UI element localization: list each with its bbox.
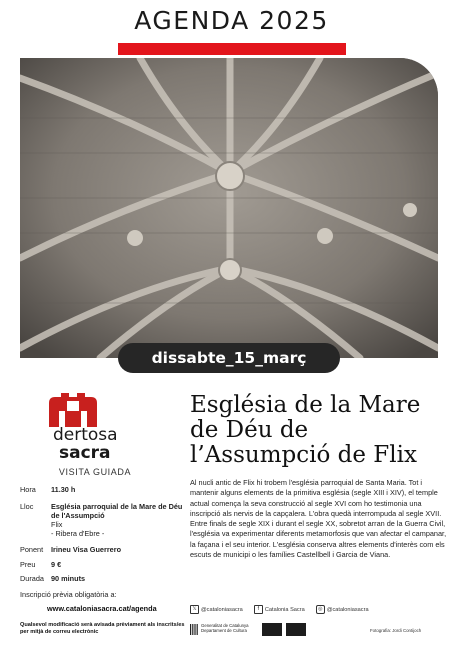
social-handle-facebook[interactable]: Catalonia Sacra xyxy=(264,606,305,613)
event-date-badge: dissabte_15_març xyxy=(118,343,340,373)
church-vault-photo xyxy=(20,58,438,358)
article-body: Al nucli antic de Flix hi trobem l'església parroquial de Santa Maria. Tot i mantenir alguns elements de la primitiva església (segle XIII i XIV), el temple actual comença la seva construcció al segle XVI com ho testimonia una inscripció als nervis de la capçalera. L'obra quedà interrompuda al segle XVII. Entre finals de segle XIX i durant el segle XX, sobretot arran de la Guerra Civil, l'església va experimentar diferents metamorfosis que van afectar el campanar, la façana i el seu interior. L'església conserva altres elements d'interès com els escuts de municipi o les famílies Castellbell i Garcia de Viana. xyxy=(190,478,447,560)
social-handle-x[interactable]: @cataloniasacra xyxy=(201,606,243,613)
info-row-hora xyxy=(20,485,190,495)
info-row-lloc xyxy=(20,502,190,542)
x-icon: 𝕏 xyxy=(190,605,199,614)
info-row-preu xyxy=(20,560,190,570)
info-label: Hora xyxy=(20,485,36,494)
sponsor-logo-icon xyxy=(262,623,282,636)
info-value: 90 minuts xyxy=(51,574,86,583)
brand-line2: sacra xyxy=(59,443,111,463)
info-value: 11.30 h xyxy=(51,485,76,494)
info-value-region: - Ribera d'Ebre - xyxy=(51,529,105,538)
article-title: Església de la Mare de Déu de l’Assumpció de Flix xyxy=(190,392,421,468)
registration-note: Inscripció prèvia obligatòria a: xyxy=(20,590,117,599)
changes-note: Qualsevol modificació serà avisada prèviament als inscrits/es per mitjà de correu electrònic xyxy=(20,622,185,635)
social-handle-instagram[interactable]: @cataloniasacra xyxy=(326,606,369,613)
brand-wordmark xyxy=(53,426,118,462)
sponsor-logo-2-icon xyxy=(286,623,306,636)
info-label: Durada xyxy=(20,574,44,583)
info-value-town: Flix xyxy=(51,520,63,529)
visit-type-heading: VISITA GUIADA xyxy=(58,467,132,477)
title-underline-bar xyxy=(118,43,346,55)
generalitat-logo-icon xyxy=(190,624,198,635)
social-links xyxy=(190,605,369,614)
info-row-durada xyxy=(20,574,190,584)
generalitat-text: Generalitat de Catalunya Departament de Cultura xyxy=(201,623,249,633)
info-label: Preu xyxy=(20,560,36,569)
page-title: AGENDA 2025 xyxy=(134,6,329,35)
info-label: Lloc xyxy=(20,502,34,511)
info-value: Església parroquial de la Mare de Déu de l'Assumpció xyxy=(51,502,183,520)
registration-link[interactable]: www.cataloniasacra.cat/agenda xyxy=(47,604,157,613)
instagram-icon: ◎ xyxy=(316,605,325,614)
info-value: Irineu Visa Guerrero xyxy=(51,545,122,554)
info-value: 9 € xyxy=(51,560,62,569)
brand-line1: dertosa xyxy=(53,425,118,445)
facebook-icon: f xyxy=(254,605,263,614)
info-label: Ponent xyxy=(20,545,44,554)
info-row-ponent xyxy=(20,545,190,555)
photo-credit: Fotografia: Jordi Contijoch xyxy=(370,628,422,633)
